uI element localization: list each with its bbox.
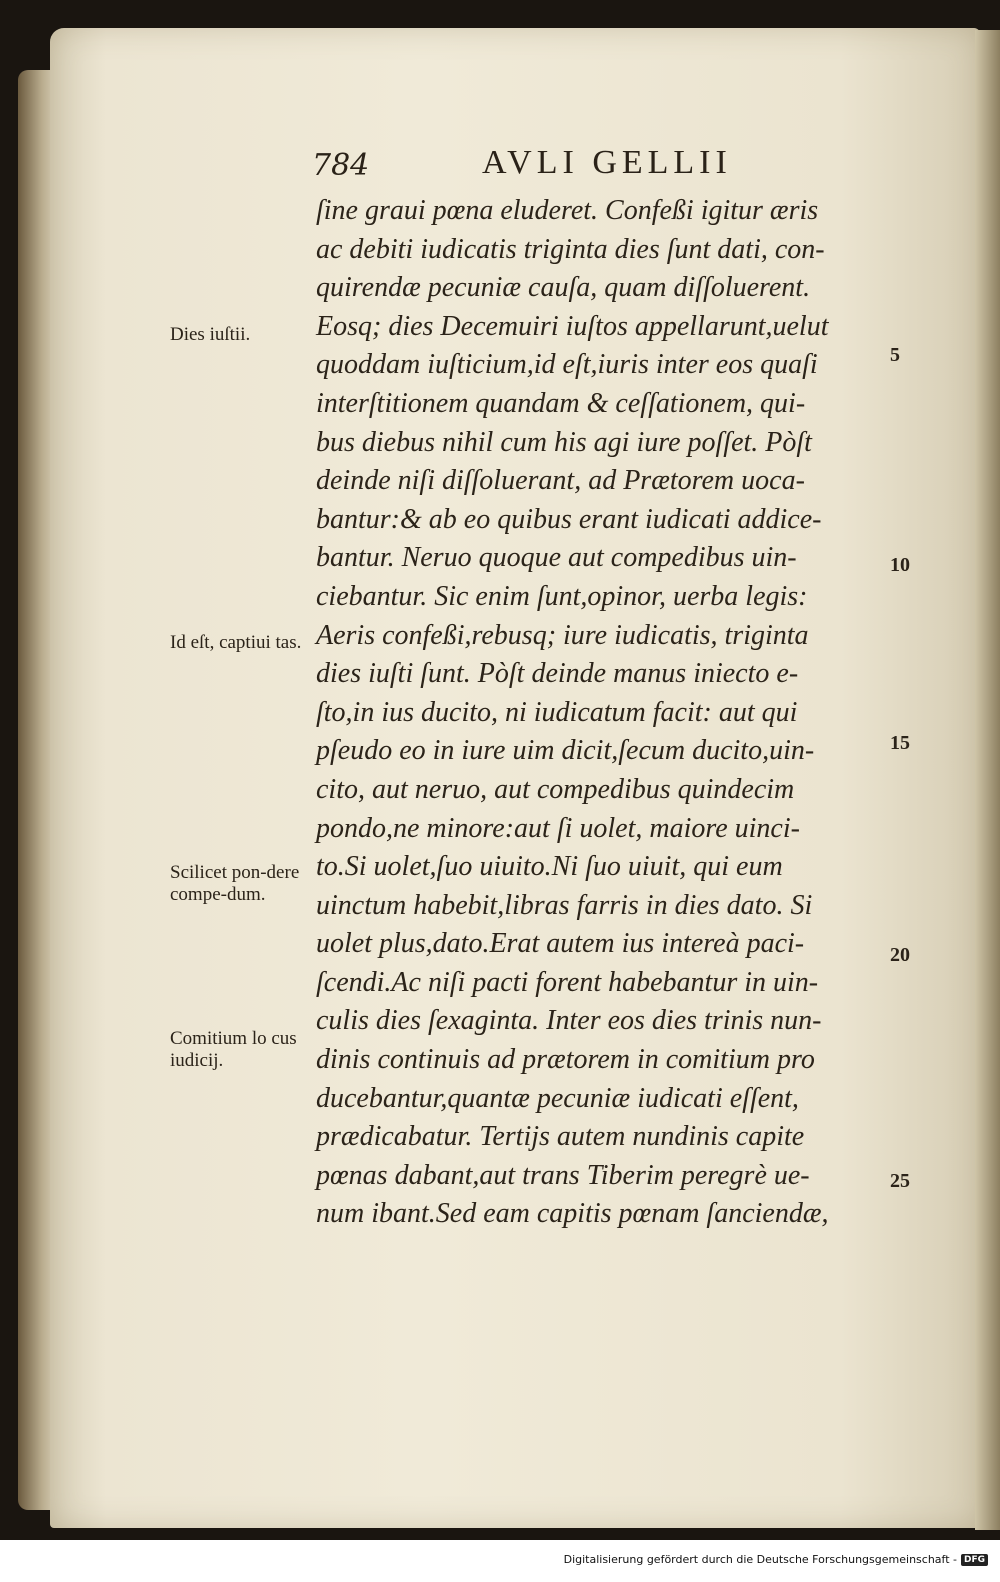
text-line: ſine graui pœna eluderet. Confeßi igitur æris: [316, 195, 819, 226]
text-line: pſeudo eo in iure uim dicit,ſecum ducito,uin-: [316, 735, 815, 767]
text-line: dinis continuis ad prætorem in comitium pro: [316, 1044, 815, 1076]
text-line: prædicabatur. Tertijs autem nundinis capite: [316, 1121, 805, 1153]
text-line: bantur:& ab eo quibus erant iudicati addice-: [316, 503, 822, 535]
text-line: to.Si uolet,ſuo uiuito.Ni ſuo uiuit, qui eum: [316, 851, 783, 883]
text-line: pondo,ne minore:aut ſi uolet, maiore uinci-: [316, 812, 800, 844]
text-line: ſcendi.Ac niſi pacti forent habebantur in uin-: [316, 966, 819, 998]
text-line: bus diebus nihil cum his agi iure poſſet. Pòſt: [316, 426, 812, 458]
text-line: ducebantur,quantæ pecuniæ iudicati eſſent,: [316, 1082, 799, 1114]
text-line: Eosq; dies Decemuiri iuſtos appellarunt,uelut: [316, 310, 829, 342]
page-header: [312, 140, 782, 190]
line-number: 15: [890, 732, 910, 754]
text-line: ſto,in ius ducito, ni iudicatum facit: aut qui: [316, 696, 798, 728]
line-number: 10: [890, 554, 910, 576]
text-line: ciebantur. Sic enim ſunt,opinor, uerba legis:: [316, 580, 808, 612]
text-line: dies iuſti ſunt. Pòſt deinde manus iniecto e-: [316, 658, 799, 690]
marginal-note: Id eſt, captiui tas.: [170, 632, 302, 653]
running-head: AVLI GELLII: [482, 144, 732, 181]
marginal-note: Comitium lo cus iudicij.: [170, 1028, 297, 1071]
text-line: uinctum habebit,libras farris in dies dato. Si: [316, 889, 813, 921]
text-line: ac debiti iudicatis triginta dies ſunt dati, con-: [316, 233, 825, 265]
line-number: 25: [890, 1170, 910, 1192]
text-line: bantur. Neruo quoque aut compedibus uin-: [316, 542, 797, 574]
dfg-logo: DFG: [961, 1554, 988, 1566]
text-line: Aeris confeßi,rebusq; iure iudicatis, triginta: [316, 619, 809, 651]
page-edge-right: [975, 30, 1000, 1530]
text-line: cito, aut neruo, aut compedibus quindecim: [316, 773, 795, 805]
page-number: 784: [312, 148, 370, 183]
credit-text: Digitalisierung gefördert durch die Deutsche Forschungsgemeinschaft -: [563, 1553, 957, 1566]
text-line: quirendæ pecuniæ cauſa, quam diſſoluerent.: [316, 272, 811, 304]
body-text: [316, 192, 886, 1234]
marginal-note: Dies iuſtii.: [170, 324, 251, 345]
text-line: uolet plus,dato.Erat autem ius intereà paci-: [316, 928, 805, 960]
text-line: culis dies ſexaginta. Inter eos dies trinis nun-: [316, 1005, 822, 1037]
text-line: pœnas dabant,aut trans Tiberim peregrè ue-: [316, 1159, 810, 1191]
text-line: interſtitionem quandam & ceſſationem, qui-: [316, 387, 806, 419]
line-number: 20: [890, 944, 910, 966]
digitization-credit: [564, 1553, 988, 1566]
marginal-note: Scilicet pon-dere compe-dum.: [170, 862, 300, 905]
text-line: quoddam iuſticium,id eſt,iuris inter eos quaſi: [316, 349, 818, 381]
line-number: 5: [890, 344, 900, 366]
text-line: deinde niſi diſſoluerant, ad Prætorem uoca-: [316, 465, 805, 497]
text-line: num ibant.Sed eam capitis pœnam ſanciendæ,: [316, 1198, 829, 1230]
